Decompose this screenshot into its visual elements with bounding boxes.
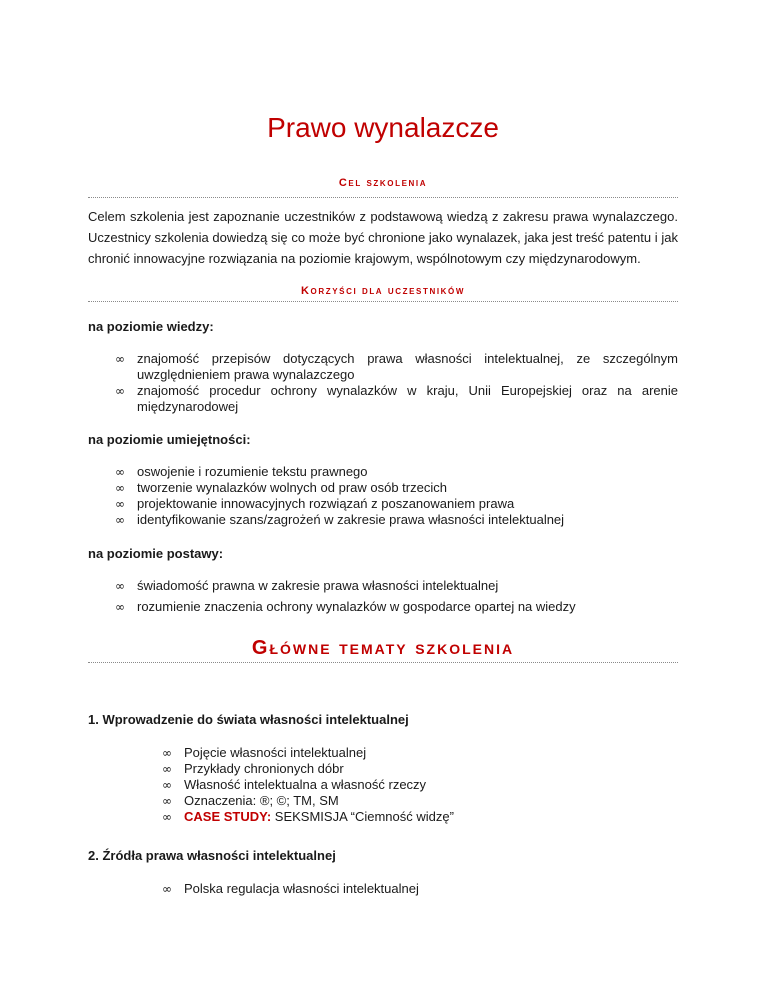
- wiedza-list: [115, 351, 678, 415]
- case-study-item: [162, 809, 678, 825]
- case-study-text: SEKSMISJA “Ciemność widzę”: [271, 809, 454, 824]
- cel-paragraph: Celem szkolenia jest zapoznanie uczestników z podstawową wiedzą z zakresu prawa wynalazczego. Uczestnicy szkolenia dowiedzą się co może być chronione jako wynalazek, jaka jest treść patentu i jak chronić innowacyjne rozwiązania na poziomie krajowym, wspólnotowym czy międzynarodowym.: [88, 209, 678, 266]
- section-divider: [88, 662, 678, 663]
- list-item: ∞ tworzenie wynalazków wolnych od praw osób trzecich: [115, 480, 447, 495]
- postawy-label: na poziomie postawy:: [88, 546, 224, 561]
- list-item: ∞ znajomość przepisów dotyczących prawa własności intelektualnej, ze szczególnym uwzględnieniem prawa wynalazczego: [115, 351, 678, 382]
- list-item: ∞ rozumienie znaczenia ochrony wynalazków w gospodarce opartej na wiedzy: [115, 599, 576, 614]
- section-heading-cel: Cel szkolenia: [338, 177, 428, 189]
- list-item: ∞ identyfikowanie szans/zagrożeń w zakresie prawa własności intelektualnej: [115, 512, 565, 527]
- wiedza-label: na poziomie wiedzy:: [88, 319, 214, 334]
- document-title: Prawo wynalazcze: [267, 112, 499, 143]
- umiejetnosci-label: na poziomie umiejętności:: [88, 432, 251, 447]
- infinity-bullet-icon: ∞: [162, 882, 172, 896]
- section-divider: [88, 301, 678, 302]
- list-item: ∞ Oznaczenia: ®; ©; TM, SM: [162, 793, 339, 808]
- list-item: ∞ oswojenie i rozumienie tekstu prawnego: [115, 464, 368, 479]
- infinity-bullet-icon: ∞: [115, 465, 125, 479]
- infinity-bullet-icon: ∞: [162, 746, 172, 760]
- case-study-label: CASE STUDY:: [184, 809, 272, 824]
- list-item: ∞ świadomość prawna w zakresie prawa własności intelektualnej: [115, 578, 499, 593]
- infinity-bullet-icon: ∞: [115, 579, 125, 593]
- infinity-bullet-icon: ∞: [115, 481, 125, 495]
- infinity-bullet-icon: ∞: [115, 352, 125, 366]
- section-heading-korzysci: Korzyści dla uczestników: [300, 285, 465, 297]
- list-item: ∞ Przykłady chronionych dóbr: [162, 761, 344, 776]
- infinity-bullet-icon: ∞: [115, 384, 125, 398]
- postawy-list: [115, 578, 678, 615]
- section-heading-tematy: Główne tematy szkolenia: [251, 637, 515, 659]
- list-item: ∞ Pojęcie własności intelektualnej: [162, 745, 367, 760]
- topic2-title: 2. Źródła prawa własności intelektualnej: [88, 848, 336, 863]
- infinity-bullet-icon: ∞: [162, 794, 172, 808]
- infinity-bullet-icon: ∞: [162, 778, 172, 792]
- umiejetnosci-list: [115, 464, 678, 528]
- infinity-bullet-icon: ∞: [162, 762, 172, 776]
- list-item: ∞ projektowanie innowacyjnych rozwiązań z poszanowaniem prawa: [115, 496, 515, 511]
- list-item: ∞ Własność intelektualna a własność rzeczy: [162, 777, 427, 792]
- infinity-bullet-icon: ∞: [115, 513, 125, 527]
- infinity-bullet-icon: ∞: [115, 497, 125, 511]
- topic1-list: [162, 745, 678, 825]
- infinity-bullet-icon: ∞: [115, 600, 125, 614]
- list-item: ∞ Polska regulacja własności intelektualnej: [162, 881, 419, 896]
- section-divider: [88, 197, 678, 198]
- list-item: ∞ znajomość procedur ochrony wynalazków w kraju, Unii Europejskiej oraz na arenie międzynarodowej: [115, 383, 678, 414]
- topic1-title: 1. Wprowadzenie do świata własności intelektualnej: [88, 712, 409, 727]
- topic2-list: [162, 881, 678, 897]
- infinity-bullet-icon: ∞: [162, 810, 172, 824]
